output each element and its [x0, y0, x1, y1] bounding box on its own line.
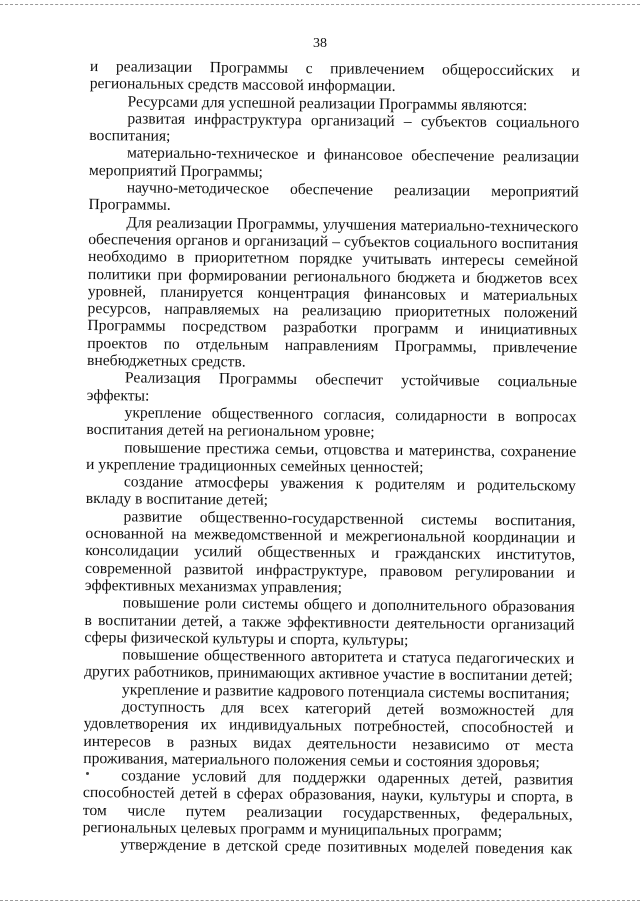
scan-bottom-edge [0, 900, 640, 901]
document-body [82, 58, 580, 858]
paragraph-continuation: и реализации Программы с привлечением общероссийских и региональных средств массовой информации. [89, 58, 580, 96]
page-number: 38 [313, 36, 327, 51]
paragraph-funding: Для реализации Программы, улучшения материально-технического обеспечения органов и организаций – субъектов социального воспитания необходимо в приоритетном порядке учитывать интересы семейной политики при формировании регионального бюджета и бюджетов всех уровней, планируется концентрация финансовых и материальных ресурсов, направляемых на реализацию приоритетных положений Программы посредством разработки программ и инициативных проектов по отдельным направлениям Программы, привлечение внебюджетных средств. [87, 214, 579, 371]
scan-speck [86, 772, 89, 775]
paragraph-resources-intro: Ресурсами для успешной реализации Программы являются: [127, 92, 528, 114]
list-item-effect: создание атмосферы уважения к родителям и родительскому вкладу в воспитание детей; [85, 473, 576, 510]
list-item-effect: повышение роли системы общего и дополнительного образования в воспитании детей, а также эффективности деятельности организаций сферы физической культуры и спорта, культуры; [84, 594, 575, 649]
list-item-resource: материально-техническое и финансовое обеспечение реализации мероприятий Программы; [88, 144, 580, 181]
list-item-effect: укрепление общественного согласия, солидарности в вопросах воспитания детей на региональном уровне; [86, 404, 577, 441]
list-item-effect: утверждение в детской среде позитивных моделей поведения как [120, 836, 573, 859]
paragraph-effects-intro: Реализация Программы обеспечит устойчивые социальные эффекты: [86, 369, 577, 405]
list-item-effect: укрепление и развитие кадрового потенциала системы воспитания; [121, 681, 570, 703]
list-item-effect: создание условий для поддержки одаренных детей, развития способностей детей в сферах образования, науки, культуры и спорта, в том числе путем реализации государственных, федеральных, региональных целевых программ и муниципальных программ; [82, 767, 574, 841]
scan-top-edge [0, 4, 640, 5]
list-item-resource: развитая инфраструктура организаций – субъектов социального воспитания; [89, 110, 580, 145]
list-item-effect: повышение престижа семьи, отцовства и материнства, сохранение и укрепление традиционных семейных ценностей; [86, 438, 577, 477]
list-item-effect: повышение общественного авторитета и статуса педагогических и других работников, принимающих активное участие в воспитании детей; [84, 646, 575, 686]
list-item-effect: доступность для всех категорий детей возможностей для удовлетворения их индивидуальных потребностей, способностей и интересов в разных видах деятельности независимо от места проживания, материального положения семьи и состояния здоровья; [83, 698, 574, 772]
list-item-effect: развитие общественно-государственной системы воспитания, основанной на межведомственной и межрегиональной координации и консолидации усилий общественных и гражданских институтов, современной развитой инфраструктуре, правовом регулировании и эффективных механизмах управления; [84, 508, 576, 597]
list-item-resource: научно-методическое обеспечение реализации мероприятий Программы. [88, 179, 579, 215]
